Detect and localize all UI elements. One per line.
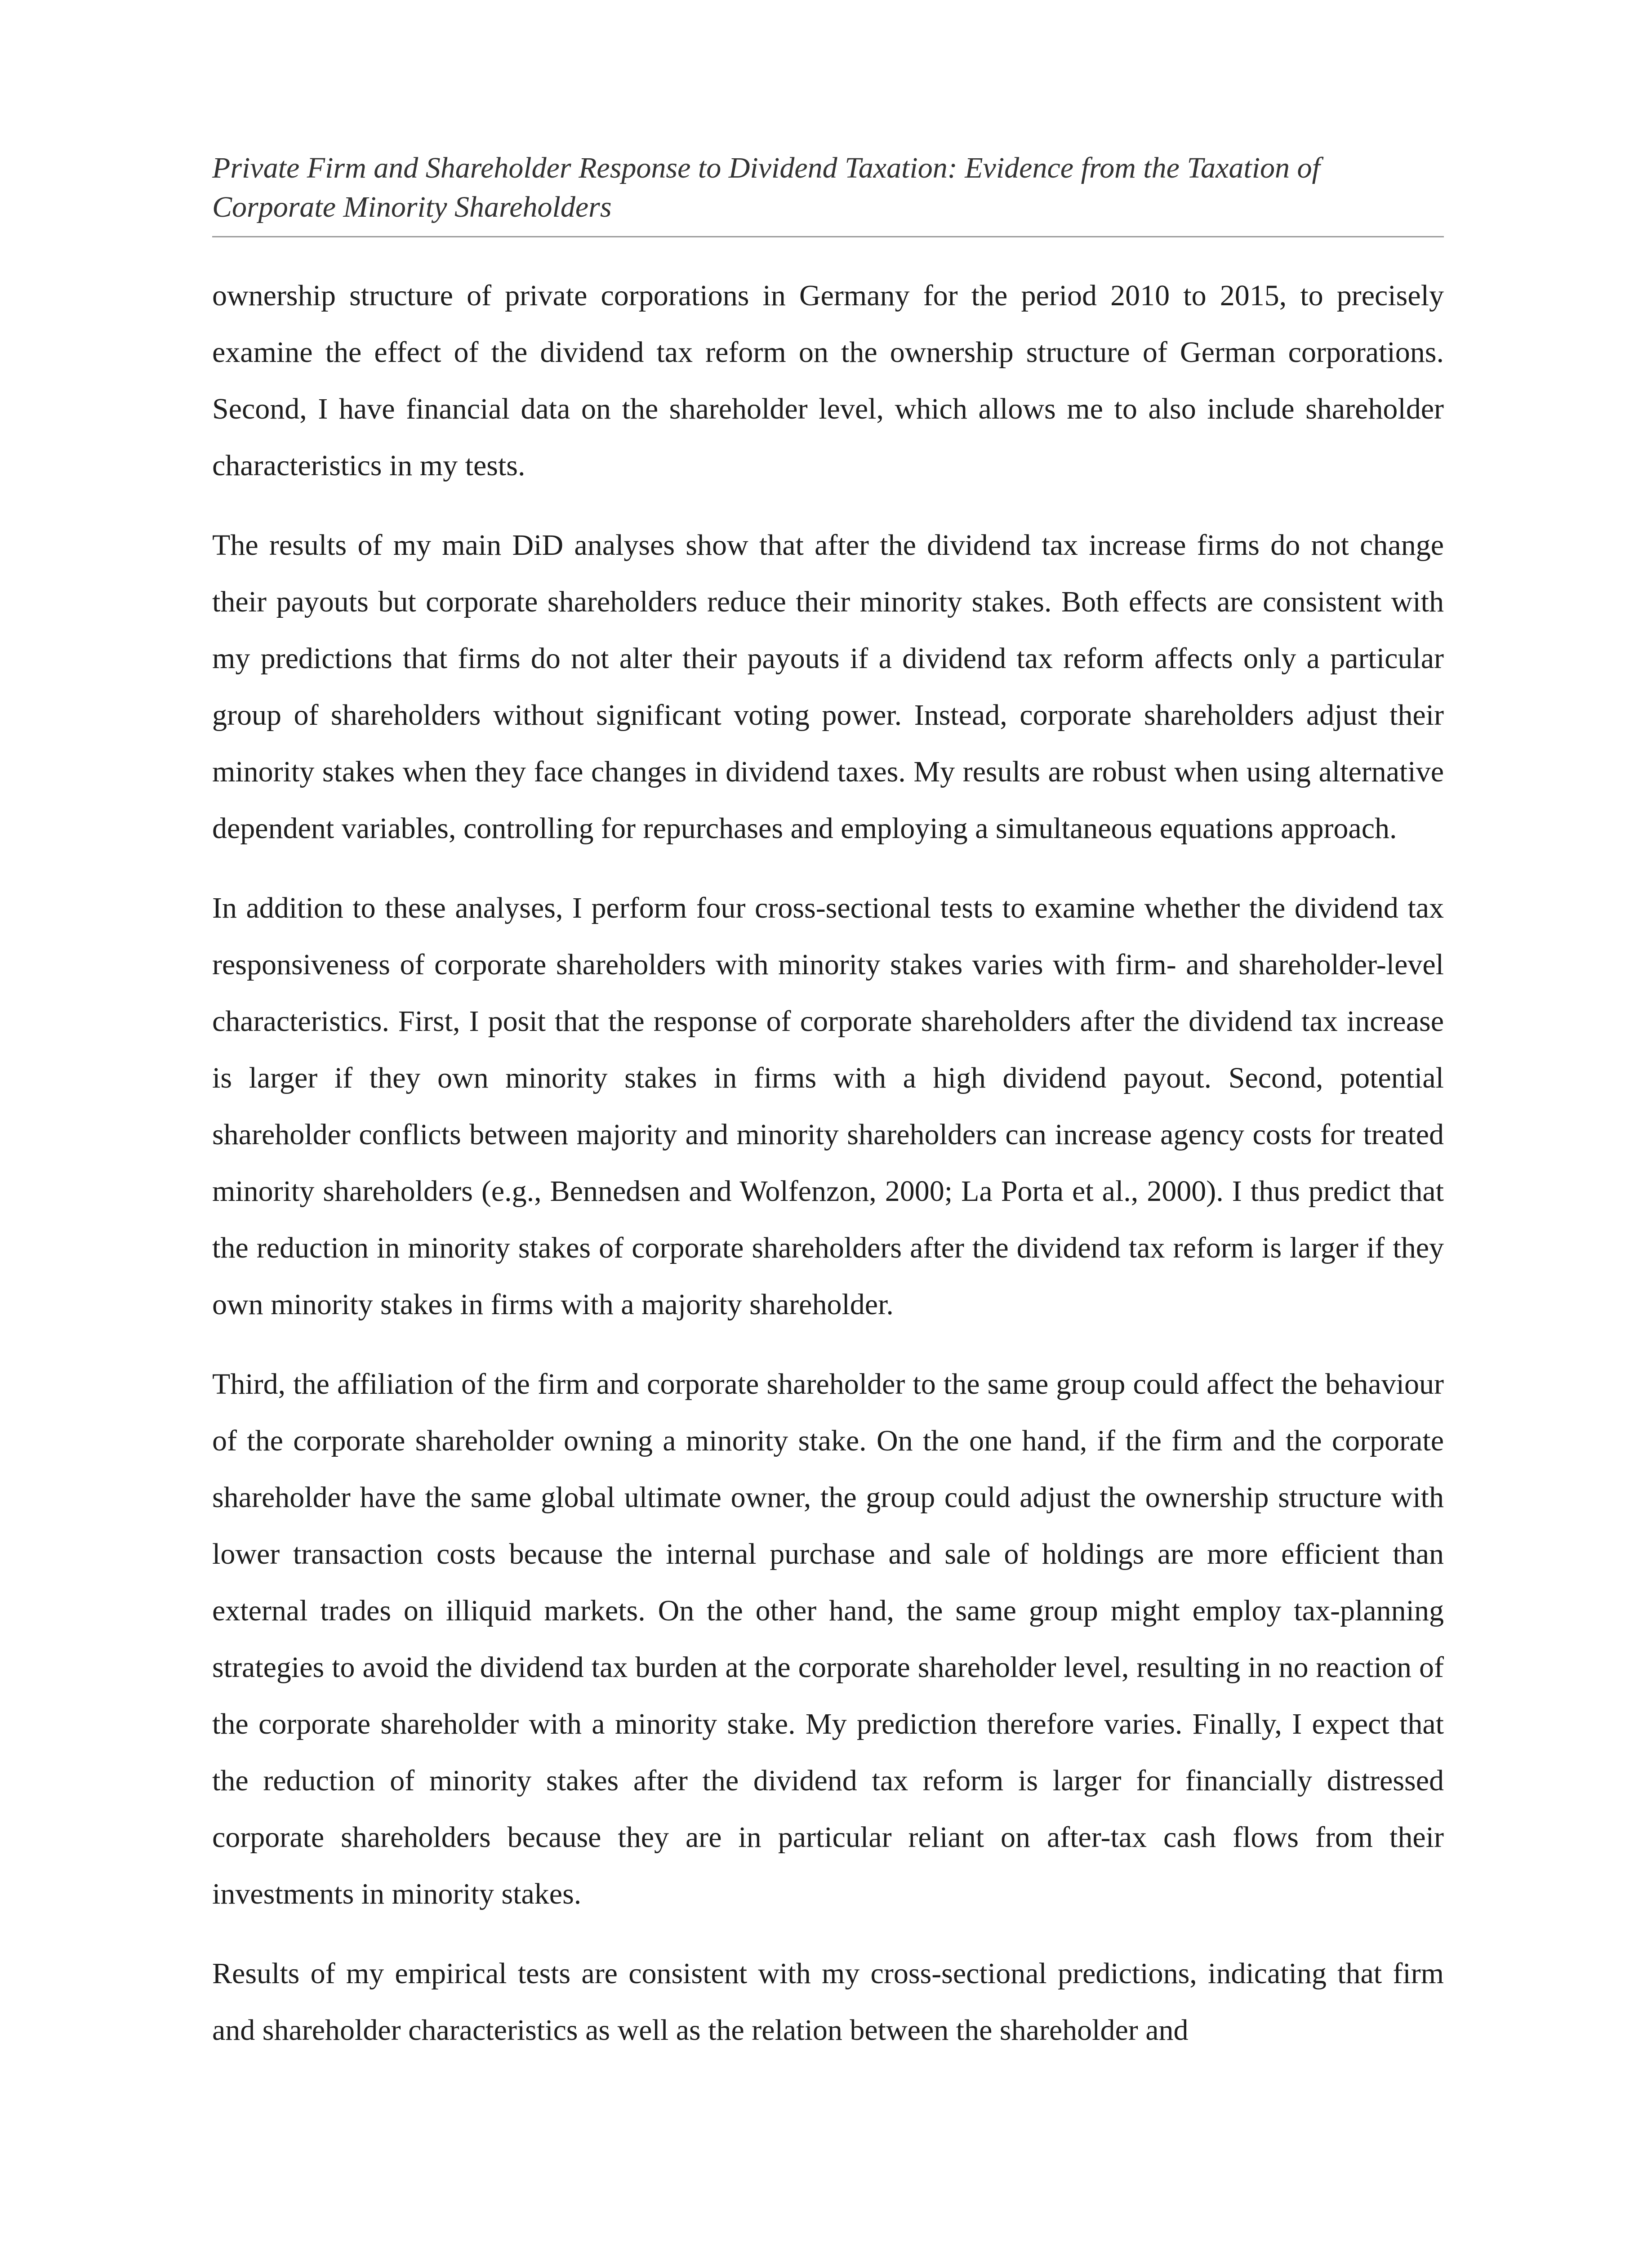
running-header: Private Firm and Shareholder Response to Dividend Taxation: Evidence from the Taxation of Corporate Minority Shareholders	[212, 152, 1320, 223]
paragraph-empirical-results: Results of my empirical tests are consistent with my cross-sectional predictions, indicating that firm and shareholder characteristics as well as the relation between the shareholder and	[212, 1957, 1444, 2047]
body-text	[212, 268, 1444, 2082]
paragraph-main-results: The results of my main DiD analyses show that after the dividend tax increase firms do not change their payouts but corporate shareholders reduce their minority stakes. Both effects are consistent with my predictions that firms do not alter their payouts if a dividend tax reform affects only a particular group of shareholders without significant voting power. Instead, corporate shareholders adjust their minority stakes when they face changes in dividend taxes. My results are robust when using alternative dependent variables, controlling for repurchases and employing a simultaneous equations approach.	[212, 529, 1444, 845]
header-divider	[212, 236, 1444, 237]
paragraph-ownership-data: ownership structure of private corporations in Germany for the period 2010 to 2015, to precisely examine the effect of the dividend tax reform on the ownership structure of German corporations. Second, I have financial data on the shareholder level, which allows me to also include shareholder characteristics in my tests.	[212, 279, 1444, 482]
paragraph-group-affiliation: Third, the affiliation of the firm and corporate shareholder to the same group could affect the behaviour of the corporate shareholder owning a minority stake. On the one hand, if the firm and the corporate shareholder have the same global ultimate owner, the group could adjust the ownership structure with lower transaction costs because the internal purchase and sale of holdings are more efficient than external trades on illiquid markets. On the other hand, the same group might employ tax-planning strategies to avoid the dividend tax burden at the corporate shareholder level, resulting in no reaction of the corporate shareholder with a minority stake. My prediction therefore varies. Finally, I expect that the reduction of minority stakes after the dividend tax reform is larger for financially distressed corporate shareholders because they are in particular reliant on after-tax cash flows from their investments in minority stakes.	[212, 1368, 1444, 1910]
paragraph-cross-sectional-tests: In addition to these analyses, I perform four cross-sectional tests to examine whether the dividend tax responsiveness of corporate shareholders with minority stakes varies with firm- and shareholder-level characteristics. First, I posit that the response of corporate shareholders after the dividend tax increase is larger if they own minority stakes in firms with a high dividend payout. Second, potential shareholder conflicts between majority and minority shareholders can increase agency costs for treated minority shareholders (e.g., Bennedsen and Wolfenzon, 2000; La Porta et al., 2000). I thus predict that the reduction in minority stakes of corporate shareholders after the dividend tax reform is larger if they own minority stakes in firms with a majority shareholder.	[212, 892, 1444, 1321]
